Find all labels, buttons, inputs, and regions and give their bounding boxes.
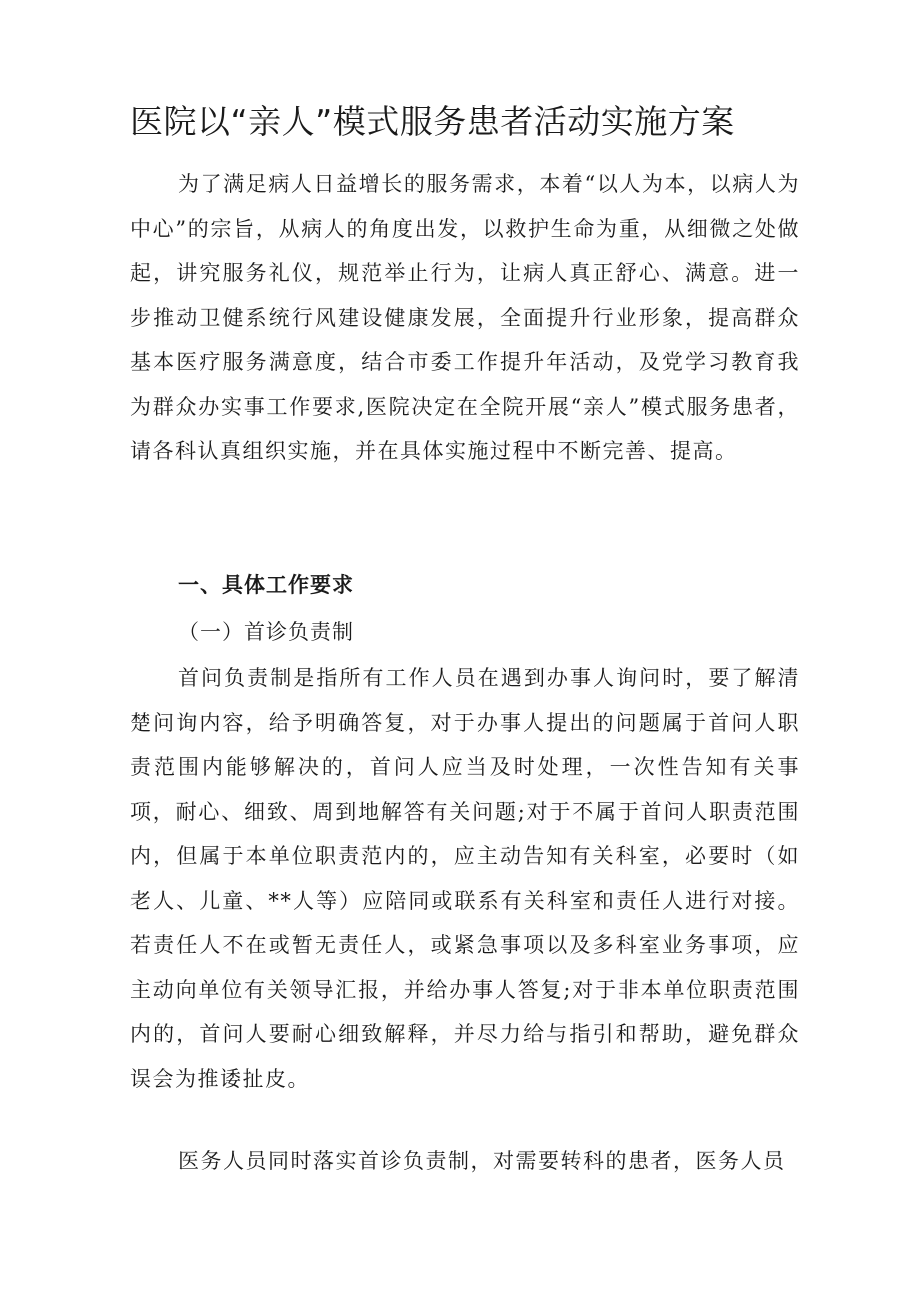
paragraph-first-inquiry: 首问负责制是指所有工作人员在遇到办事人询问时，要了解清楚问询内容，给予明确答复，对于办事人提出的问题属于首问人职责范围内能够解决的，首问人应当及时处理，一次性告知有关事项，耐心、细致、周到地解答有关问题;对于不属于首问人职责范围内，但属于本单位职责范内的，应主动告知有关科室，必要时（如老人、儿童、**人等）应陪同或联系有关科室和责任人进行对接。若责任人不在或暂无责任人，或紧急事项以及多科室业务事项，应主动向单位有关领导汇报，并给办事人答复;对于非本单位职责范围内的，首问人要耐心细致解释，并尽力给与指引和帮助，避免群众误会为推诿扯皮。 — [130, 666, 800, 1091]
intro-paragraph: 为了满足病人日益增长的服务需求，本着“以人为本，以病人为中心”的宗旨，从病人的角度出发，以救护生命为重，从细微之处做起，讲究服务礼仪，规范举止行为，让病人真正舒心、满意。进一步推动卫健系统行风建设健康发展，全面提升行业形象，提高群众基本医疗服务满意度，结合市委工作提升年活动，及党学习教育我为群众办实事工作要求,医院决定在全院开展“亲人”模式服务患者，请各科认真组织实施，并在具体实施过程中不断完善、提高。 — [130, 172, 800, 463]
subsection-heading-first-diagnosis: （一）首诊负责制 — [178, 620, 354, 644]
document-title: 医院以“亲人”模式服务患者活动实施方案 — [130, 102, 735, 141]
paragraph-first-diagnosis: 医务人员同时落实首诊负责制，对需要转科的患者，医务人员 — [178, 1149, 786, 1173]
section-heading-requirements: 一、具体工作要求 — [178, 573, 354, 597]
